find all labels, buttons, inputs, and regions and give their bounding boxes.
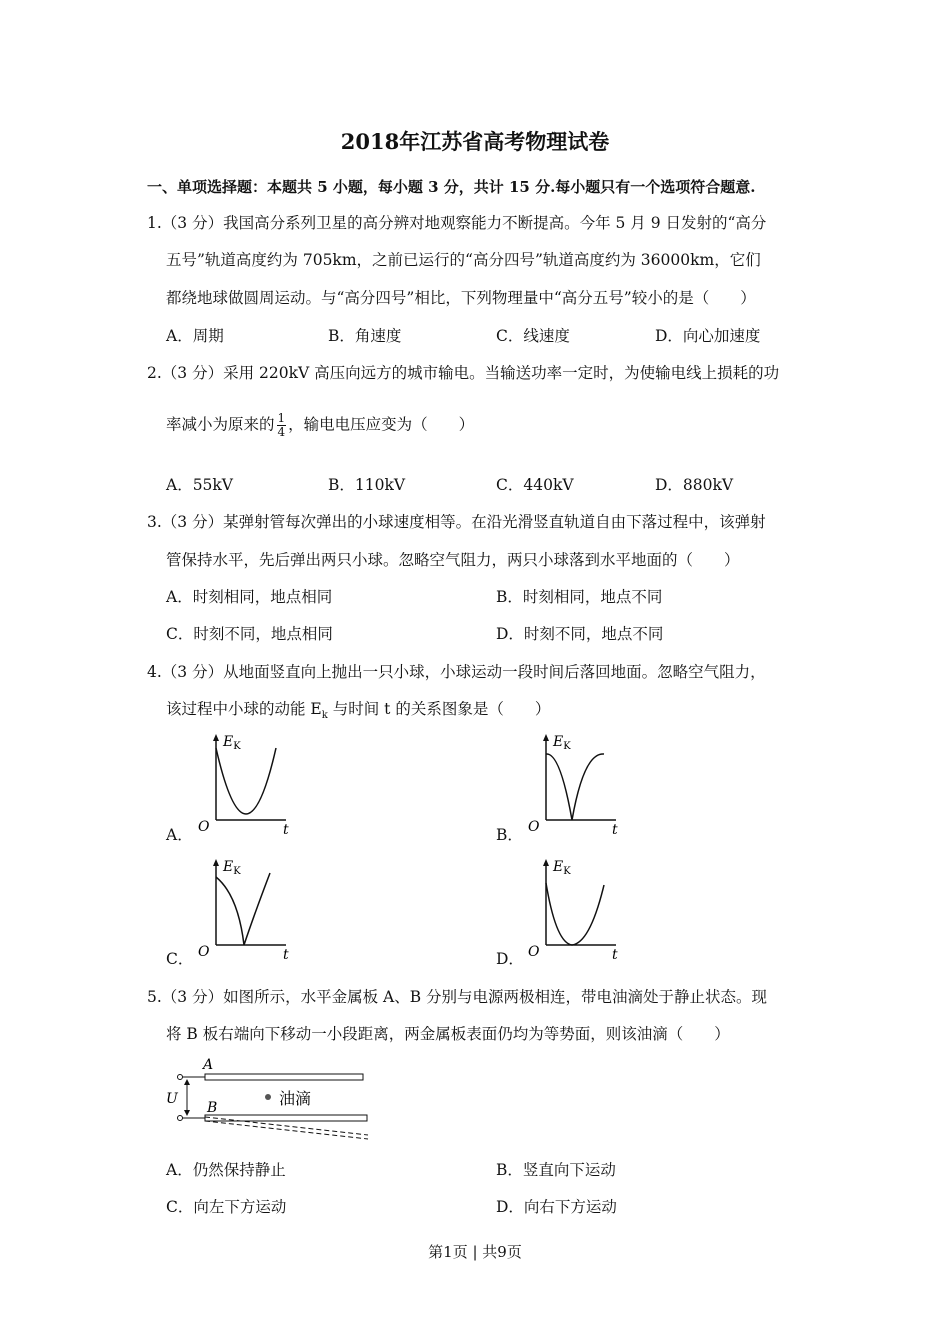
q3-option-b: B．时刻相同，地点不同 — [496, 588, 663, 606]
fraction-denominator: 4 — [277, 425, 286, 439]
page-title: 2018年江苏省高考物理试卷 — [340, 129, 610, 154]
q2-option-a: A．55kV — [166, 476, 234, 494]
graph-c-y-label: $E_K$ — [223, 859, 241, 877]
q2-line-2-text: 率减小为原来的 — [166, 415, 275, 434]
label-plate-b: B — [207, 1100, 218, 1116]
graph-c — [190, 855, 300, 965]
graph-a-curve — [216, 748, 276, 814]
graph-d-y-label: $E_K$ — [553, 859, 571, 877]
graph-a-origin: O — [198, 819, 210, 835]
oil-drop — [265, 1094, 271, 1100]
graph-b-y-label: $E_K$ — [553, 734, 571, 752]
q2-line-2-tail: ，输电电压应变为（ ） — [288, 415, 475, 434]
q4-line-1: 4.（3 分）从地面竖直向上抛出一只小球，小球运动一段时间后落回地面。忽略空气阻力， — [147, 663, 766, 681]
voltage-arrow-down — [184, 1110, 190, 1116]
plate-a — [205, 1074, 363, 1080]
label-plate-a: A — [203, 1057, 214, 1073]
graph-a-y-label: $E_K$ — [223, 734, 241, 752]
q3-line-1: 3.（3 分）某弹射管每次弹出的小球速度相等。在沿光滑竖直轨道自由下落过程中，该弹射 — [147, 513, 766, 531]
q5-option-b: B．竖直向下运动 — [496, 1161, 616, 1179]
fraction-numerator: 1 — [277, 411, 286, 425]
graph-b-x-label: t — [612, 822, 618, 838]
terminal-a — [178, 1075, 183, 1080]
q5-option-c: C．向左下方运动 — [166, 1198, 287, 1216]
label-voltage: U — [166, 1091, 178, 1107]
q1-line-2: 五号”轨道高度约为 705km，之前已运行的“高分四号”轨道高度约为 36000km，它们 — [166, 251, 761, 269]
q2-option-c: C．440kV — [496, 476, 574, 494]
terminal-b — [178, 1116, 183, 1121]
q4-line-2-tail: 与时间 t 的关系图象是（ ） — [327, 700, 551, 718]
q4-ek-subscript: k — [321, 710, 328, 722]
voltage-arrow-up — [184, 1079, 190, 1085]
page-footer: 第1页 | 共9页 — [428, 1243, 522, 1261]
q2-line-2 — [166, 412, 474, 439]
graph-a-y-arrow — [213, 734, 219, 741]
graph-d-curve — [546, 883, 604, 945]
graph-b-y-arrow — [543, 734, 549, 741]
q1-option-d: D．向心加速度 — [655, 327, 761, 345]
graph-a — [190, 730, 300, 840]
graph-b-curve — [546, 754, 604, 820]
q4-option-c: C． — [166, 950, 194, 968]
q4-option-d: D． — [496, 950, 524, 968]
graph-d — [520, 855, 630, 965]
q5-line-2: 将 B 板右端向下移动一小段距离，两金属板表面仍均为等势面，则该油滴（ ） — [166, 1025, 730, 1043]
q4-option-b: B． — [496, 826, 523, 844]
q3-option-a: A．时刻相同，地点相同 — [166, 588, 333, 606]
q3-line-2: 管保持水平，先后弹出两只小球。忽略空气阻力，两只小球落到水平地面的（ ） — [166, 551, 740, 569]
q2-option-d: D．880kV — [655, 476, 734, 494]
q3-option-d: D．时刻不同，地点不同 — [496, 625, 664, 643]
q3-option-c: C．时刻不同，地点相同 — [166, 625, 333, 643]
graph-b-origin: O — [528, 819, 540, 835]
graph-d-origin: O — [528, 944, 540, 960]
section-heading: 一、单项选择题：本题共 5 小题，每小题 3 分，共计 15 分.每小题只有一个选项符合题意. — [147, 178, 756, 196]
q5-option-a: A．仍然保持静止 — [166, 1161, 286, 1179]
graph-c-curve — [216, 873, 270, 945]
graph-c-origin: O — [198, 944, 210, 960]
q1-option-b: B．角速度 — [328, 327, 402, 345]
q1-option-c: C．线速度 — [496, 327, 570, 345]
q5-line-1: 5.（3 分）如图所示，水平金属板 A、B 分别与电源两极相连，带电油滴处于静止状态。现 — [147, 988, 768, 1006]
q5-option-d: D．向右下方运动 — [496, 1198, 617, 1216]
q1-line-1: 1.（3 分）我国高分系列卫星的高分辨对地观察能力不断提高。今年 5 月 9 日发射的“高分 — [147, 214, 767, 232]
q2-option-b: B．110kV — [328, 476, 406, 494]
graph-d-y-arrow — [543, 859, 549, 866]
plate-b-moved-lower-edge — [205, 1121, 368, 1139]
q2-line-1: 2.（3 分）采用 220kV 高压向远方的城市输电。当输送功率一定时，为使输电线上损耗的功 — [147, 364, 780, 382]
graph-c-x-label: t — [283, 947, 289, 963]
graph-c-y-arrow — [213, 859, 219, 866]
label-oil-drop: 油滴 — [279, 1089, 312, 1108]
q4-line-2-text: 该过程中小球的动能 E — [166, 700, 322, 718]
q1-line-3: 都绕地球做圆周运动。与“高分四号”相比，下列物理量中“高分五号”较小的是（ ） — [166, 289, 756, 307]
graph-b — [520, 730, 630, 840]
graph-d-x-label: t — [612, 947, 618, 963]
graph-a-x-label: t — [283, 822, 289, 838]
q1-option-a: A．周期 — [166, 327, 224, 345]
fraction-one-quarter — [277, 412, 287, 439]
capacitor-figure — [160, 1050, 380, 1145]
q4-line-2 — [166, 697, 550, 721]
q4-option-a: A． — [166, 826, 193, 844]
